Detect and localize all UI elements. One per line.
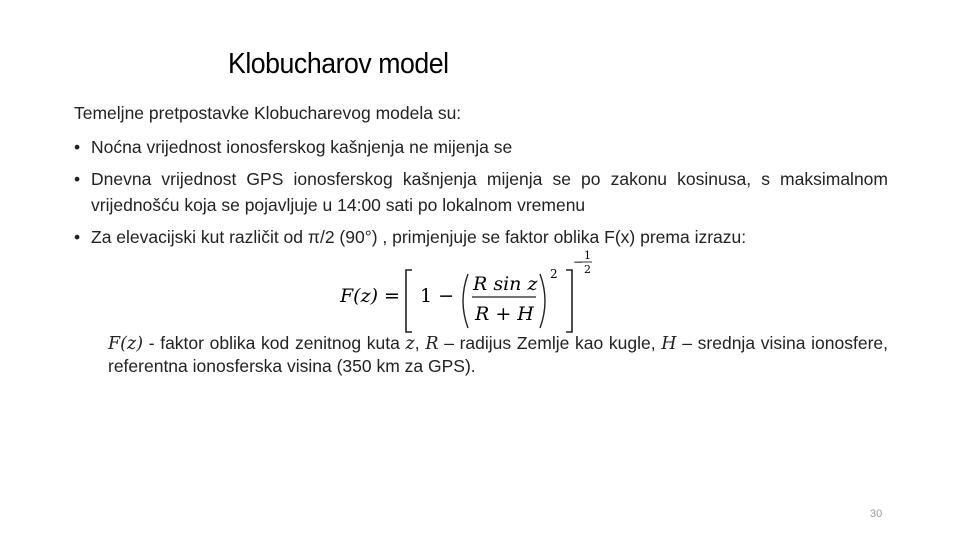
formula-lhs: F(z) = [340,285,400,307]
bullet-dot: • [74,169,81,189]
bullet-dot: • [74,227,81,247]
klobuchar-formula [340,250,600,334]
formula-denominator: R + H [475,303,534,325]
left-bracket [406,270,412,332]
formula-note [74,332,888,377]
page-number: 30 [870,508,883,520]
slide-content [74,100,888,377]
note-text: , [414,333,426,353]
bullet-text: Noćna vrijednost ionosferskog kašnjenja ne mijenja se [91,137,513,157]
intro-text: Temeljne pretpostavke Klobucharevog modela su: [74,103,462,123]
formula-inner-exponent: 2 [550,267,558,281]
bullet-list [74,134,888,250]
bullet-text: Za elevacijski kut različit od π/2 (90°) , primjenjuje se faktor oblika F(x) prema izrazu: [91,227,747,247]
bullet-text: Dnevna vrijednost GPS ionosferskog kašnjenja mijenja se po zakonu kosinusa, s maksimalnom vrijednošću koja se pojavljuje u 14:00 sati po lokalnom vremenu [91,169,888,215]
formula-outer-exponent-sign: − [573,255,584,269]
note-symbol-r: R [425,334,439,354]
formula-numerator: R sin z [473,273,538,295]
note-symbol-z: z [405,334,415,354]
formula-outer-exponent-num: 1 [584,250,591,262]
slide-title: Klobucharov model [228,48,449,80]
note-text: – srednja visina ionosfere, referentna ionosferska visina (350 km za GPS). [108,333,888,376]
formula-block [74,250,888,328]
note-text: – radijus Zemlje kao kugle, [438,333,662,353]
bullet-item [74,134,888,160]
note-symbol-fz: F(z) [108,334,144,354]
bullet-item [74,224,888,250]
left-paren [463,274,468,328]
right-bracket [566,270,572,332]
bullet-dot: • [74,137,81,157]
note-text: - faktor oblika kod zenitnog kuta [143,333,406,353]
formula-outer-exponent-den: 2 [584,263,591,276]
right-paren [540,274,545,328]
note-symbol-h: H [661,334,677,354]
formula-one: 1 − [420,285,455,307]
bullet-item [74,166,888,218]
